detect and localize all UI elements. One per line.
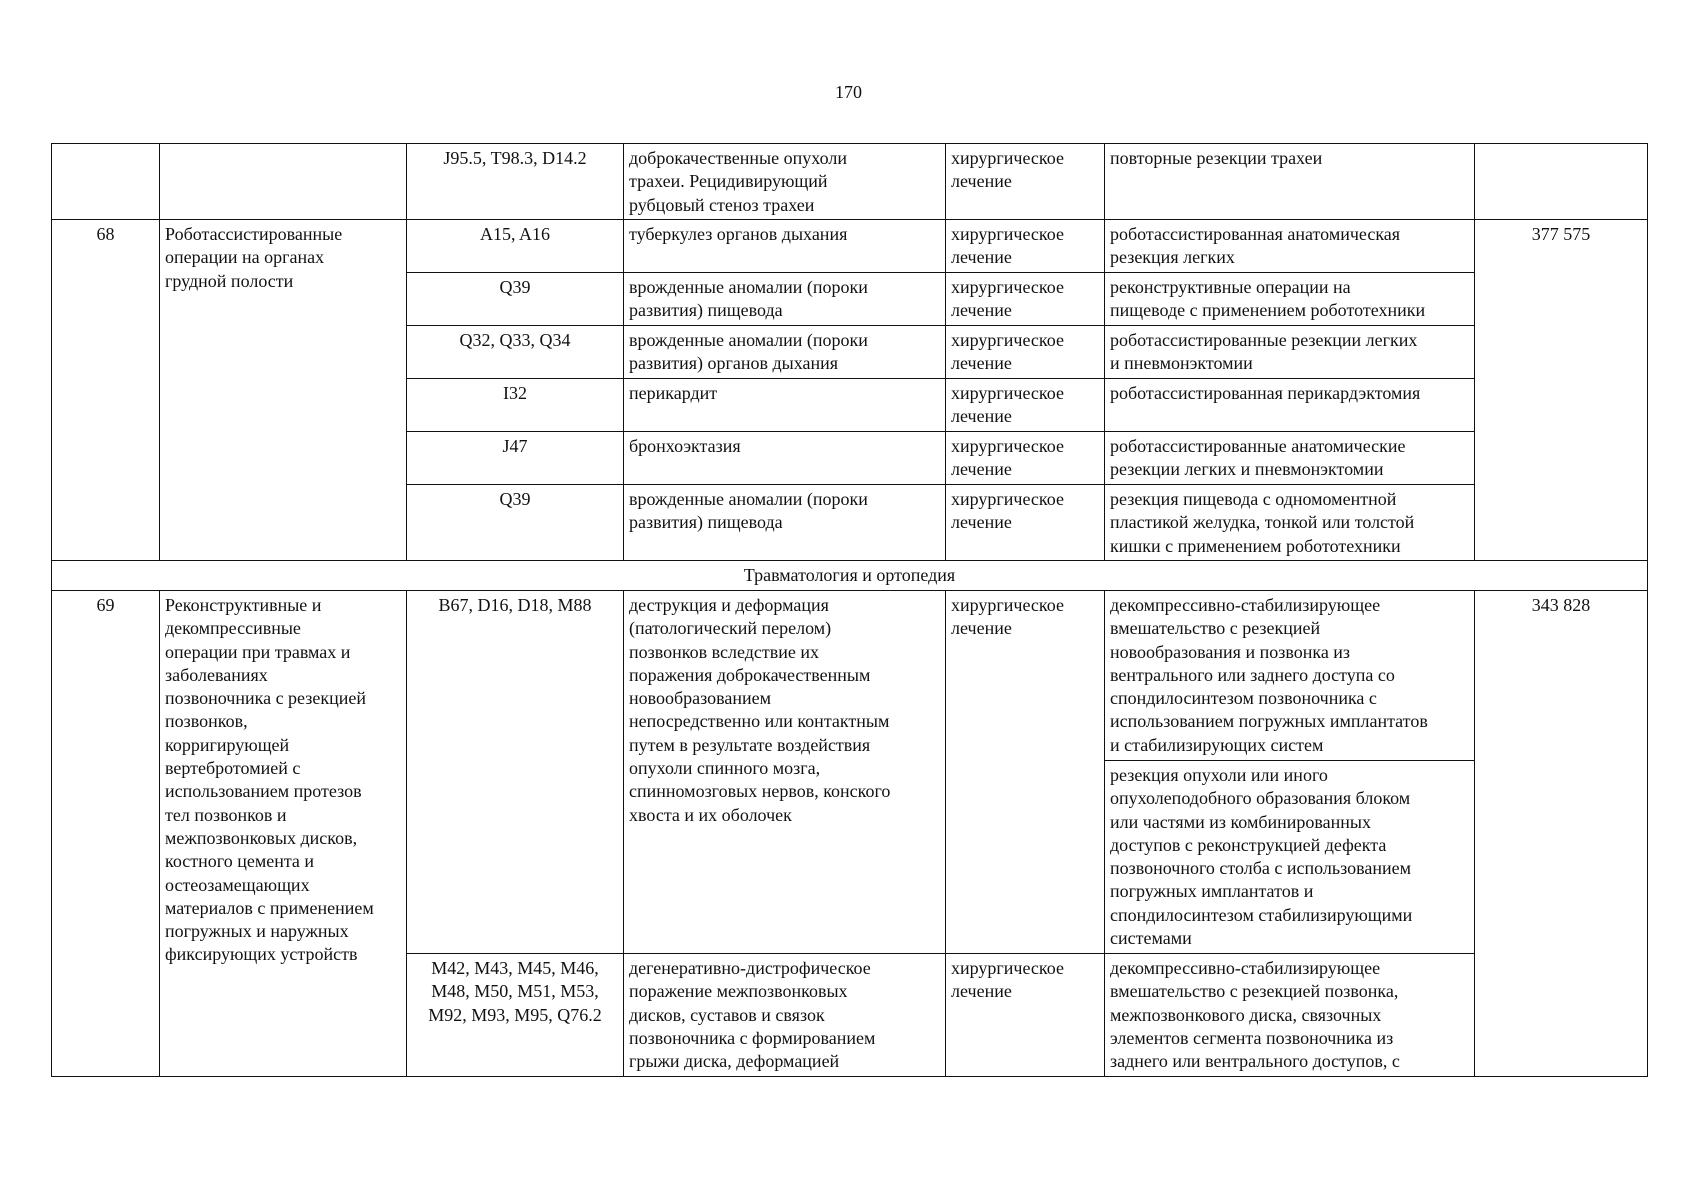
price-cell: 377 575 — [1475, 220, 1648, 561]
codes-cell: Q39 — [407, 485, 624, 561]
method-cell: резекция опухоли или иного опухолеподобного образования блоком или частями из комбинированных доступов с реконструкцией дефекта позвоночного столба с использованием погружных имплантатов и спондилосинтезом стабилизирующими системами — [1105, 761, 1475, 954]
model-cell: деструкция и деформация (патологический перелом) позвонков вследствие их поражения доброкачественным новообразованием непосредственно или контактным путем в результате воздействия опухоли спинного мозга, спинномозговых нервов, конского хвоста и их оболочек — [624, 591, 946, 954]
name-cell — [160, 144, 407, 220]
codes-cell: M42, M43, M45, M46, M48, M50, M51, M53, M92, M93, M95, Q76.2 — [407, 954, 624, 1077]
model-cell: врожденные аномалии (пороки развития) пищевода — [624, 273, 946, 326]
name-cell: Роботассистированные операции на органах грудной полости — [160, 220, 407, 561]
method-cell: роботассистированная анатомическая резекция легких — [1105, 220, 1475, 273]
type-cell: хирургическое лечение — [946, 591, 1105, 954]
section-title: Травматология и ортопедия — [52, 561, 1648, 591]
method-cell: роботассистированные резекции легких и пневмонэктомии — [1105, 326, 1475, 379]
method-cell: роботассистированная перикардэктомия — [1105, 379, 1475, 432]
table-row — [52, 144, 1648, 220]
method-cell: резекция пищевода с одномоментной пластикой желудка, тонкой или толстой кишки с применением робототехники — [1105, 485, 1475, 561]
method-cell: реконструктивные операции на пищеводе с применением робототехники — [1105, 273, 1475, 326]
codes-cell: Q39 — [407, 273, 624, 326]
type-cell: хирургическое лечение — [946, 485, 1105, 561]
method-cell: повторные резекции трахеи — [1105, 144, 1475, 220]
type-cell: хирургическое лечение — [946, 954, 1105, 1077]
method-cell: роботассистированные анатомические резекции легких и пневмонэктомии — [1105, 432, 1475, 485]
type-cell: хирургическое лечение — [946, 144, 1105, 220]
type-cell: хирургическое лечение — [946, 326, 1105, 379]
services-table — [51, 143, 1648, 1077]
model-cell: туберкулез органов дыхания — [624, 220, 946, 273]
model-cell: врожденные аномалии (пороки развития) пищевода — [624, 485, 946, 561]
codes-cell: J47 — [407, 432, 624, 485]
model-cell: дегенеративно-дистрофическое поражение межпозвонковых дисков, суставов и связок позвоночника с формированием грыжи диска, деформацией — [624, 954, 946, 1077]
method-cell: декомпрессивно-стабилизирующее вмешательство с резекцией новообразования и позвонка из вентрального или заднего доступа со спондилосинтезом позвоночника с использованием погружных имплантатов и стабилизирующих систем — [1105, 591, 1475, 761]
table-row — [52, 591, 1648, 761]
method-cell: декомпрессивно-стабилизирующее вмешательство с резекцией позвонка, межпозвонкового диска, связочных элементов сегмента позвоночника из заднего или вентрального доступов, с — [1105, 954, 1475, 1077]
model-cell: врожденные аномалии (пороки развития) органов дыхания — [624, 326, 946, 379]
table-row — [52, 220, 1648, 273]
codes-cell: A15, A16 — [407, 220, 624, 273]
number-cell — [52, 144, 160, 220]
price-cell: 343 828 — [1475, 591, 1648, 1077]
type-cell: хирургическое лечение — [946, 379, 1105, 432]
name-cell: Реконструктивные и декомпрессивные операции при травмах и заболеваниях позвоночника с резекцией позвонков, корригирующей вертебротомией с использованием протезов тел позвонков и межпозвонковых дисков, костного цемента и остеозамещающих материалов с применением погружных и наружных фиксирующих устройств — [160, 591, 407, 1077]
codes-cell: B67, D16, D18, M88 — [407, 591, 624, 954]
page-number: 170 — [835, 82, 862, 102]
model-cell: перикардит — [624, 379, 946, 432]
codes-cell: I32 — [407, 379, 624, 432]
number-cell: 68 — [52, 220, 160, 561]
type-cell: хирургическое лечение — [946, 432, 1105, 485]
type-cell: хирургическое лечение — [946, 220, 1105, 273]
codes-cell: J95.5, T98.3, D14.2 — [407, 144, 624, 220]
type-cell: хирургическое лечение — [946, 273, 1105, 326]
number-cell: 69 — [52, 591, 160, 1077]
codes-cell: Q32, Q33, Q34 — [407, 326, 624, 379]
model-cell: доброкачественные опухоли трахеи. Рецидивирующий рубцовый стеноз трахеи — [624, 144, 946, 220]
section-row — [52, 561, 1648, 591]
price-cell — [1475, 144, 1648, 220]
model-cell: бронхоэктазия — [624, 432, 946, 485]
